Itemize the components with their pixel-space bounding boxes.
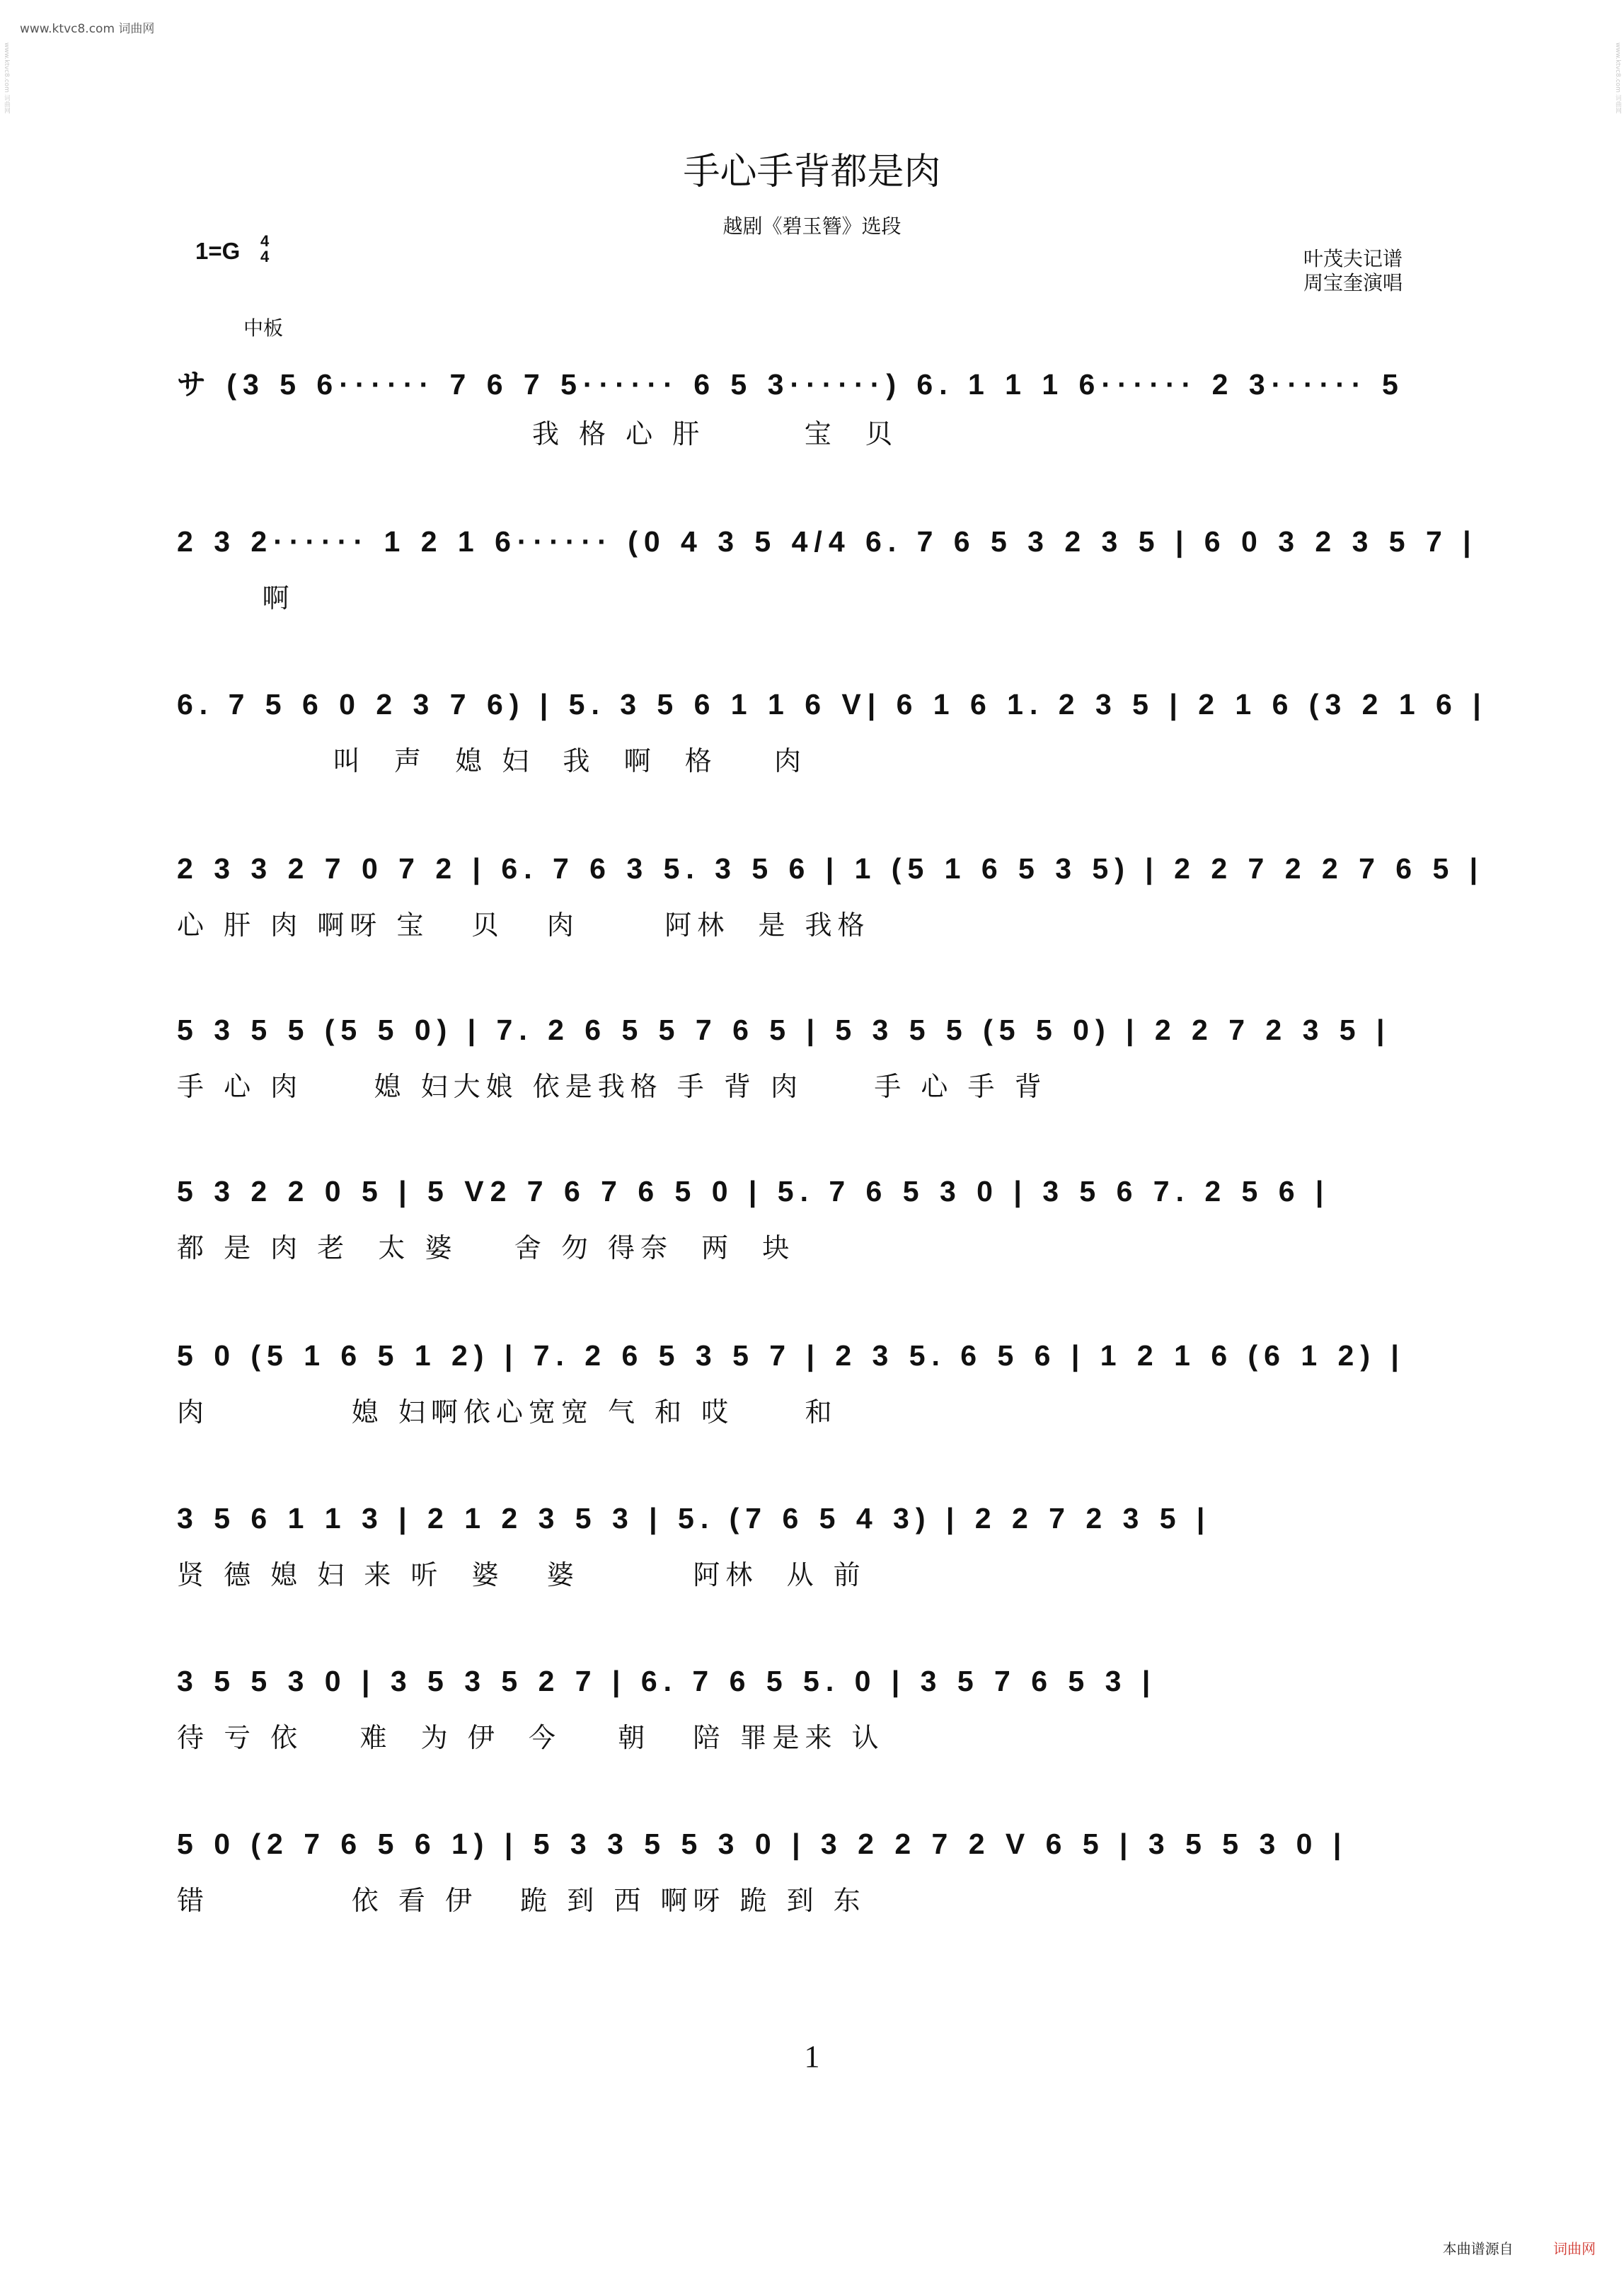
notation-line: 2 3 3 2 7 0 7 2 | 6. 7 6 3 5. 3 5 6 | 1 (5 1 6 5 3 5) | 2 2 7 2 2 7 6 5 | <box>177 852 1485 885</box>
watermark-brand: 词曲网 <box>1553 2240 1596 2257</box>
lyric-line: 待 亏 依 难 为 伊 今 朝 陪 罪是来 认 <box>177 1722 885 1753</box>
edge-watermark-right: www.ktvc8.com 词曲网 <box>1614 42 1621 114</box>
time-signature-bottom: 4 <box>260 248 270 265</box>
notation-line: 5 0 (5 1 6 5 1 2) | 7. 2 6 5 3 5 7 | 2 3 5. 6 5 6 | 1 2 1 6 (6 1 2) | <box>177 1339 1405 1372</box>
notation-line: 3 5 5 3 0 | 3 5 3 5 2 7 | 6. 7 6 5 5. 0 | 3 5 7 6 5 3 | <box>177 1665 1157 1697</box>
credit-transcriber: 叶茂夫记谱 <box>1303 247 1403 270</box>
notation-line: 3 5 6 1 1 3 | 2 1 2 3 5 3 | 5. (7 6 5 4 3) | 2 2 7 2 3 5 | <box>177 1502 1211 1535</box>
notation-line: 5 3 5 5 (5 5 0) | 7. 2 6 5 5 7 6 5 | 5 3 5 5 (5 5 0) | 2 2 7 2 3 5 | <box>177 1014 1391 1046</box>
lyric-line: 心 肝 肉 啊呀 宝 贝 肉 阿林 是 我格 <box>177 910 870 941</box>
watermark-bottom-text: 本曲谱源自 <box>1442 2240 1514 2257</box>
watermark-top: www.ktvc8.com 词曲网 <box>20 22 155 36</box>
lyric-line: 贤 德 媳 妇 来 听 婆 婆 阿林 从 前 <box>177 1559 866 1590</box>
watermark-bottom <box>1443 2237 1596 2258</box>
notation-line: 2 3 2······ 1 2 1 6······ (0 4 3 5 4/4 6. 7 6 5 3 2 3 5 | 6 0 3 2 3 5 7 | <box>177 525 1478 558</box>
tempo-marking: 中板 <box>243 316 284 340</box>
notation-line: 5 3 2 2 0 5 | 5 V2 7 6 7 6 5 0 | 5. 7 6 5 3 0 | 3 5 6 7. 2 5 6 | <box>177 1175 1330 1208</box>
lyric-line: 错 依 看 伊 跪 到 西 啊呀 跪 到 东 <box>177 1885 866 1916</box>
lyric-line: 啊 <box>177 583 295 614</box>
time-signature-top: 4 <box>260 232 270 250</box>
lyric-line: 叫 声 媳 妇 我 啊 格 肉 <box>177 745 807 776</box>
notation-line: 5 0 (2 7 6 5 6 1) | 5 3 3 5 5 3 0 | 3 2 2 7 2 V 6 5 | 3 5 5 3 0 | <box>177 1828 1348 1860</box>
page-number: 1 <box>804 2039 820 2074</box>
credit-singer: 周宝奎演唱 <box>1303 271 1403 294</box>
lyric-line: 肉 媳 妇啊依心宽宽 气 和 哎 和 <box>177 1397 838 1428</box>
lyric-line: 手 心 肉 媳 妇大娘 依是我格 手 背 肉 手 心 手 背 <box>177 1071 1047 1102</box>
time-signature <box>260 234 269 265</box>
lyric-line: 都 是 肉 老 太 婆 舍 勿 得奈 两 块 <box>177 1232 795 1263</box>
notation-line: サ (3 5 6······ 7 6 7 5······ 6 5 3······) 6. 1 1 1 6······ 2 3······ 5 <box>177 368 1405 401</box>
page-subtitle: 越剧《碧玉簪》选段 <box>722 214 902 238</box>
page-title: 手心手背都是肉 <box>683 151 941 193</box>
lyric-line: 我 格 心 肝 宝 贝 <box>177 418 898 449</box>
notation-line: 6. 7 5 6 0 2 3 7 6) | 5. 3 5 6 1 1 6 V| 6 1 6 1. 2 3 5 | 2 1 6 (3 2 1 6 | <box>177 688 1487 721</box>
edge-watermark-left: www.ktvc8.com 词曲网 <box>3 42 10 114</box>
key-signature: 1=G <box>195 238 241 264</box>
